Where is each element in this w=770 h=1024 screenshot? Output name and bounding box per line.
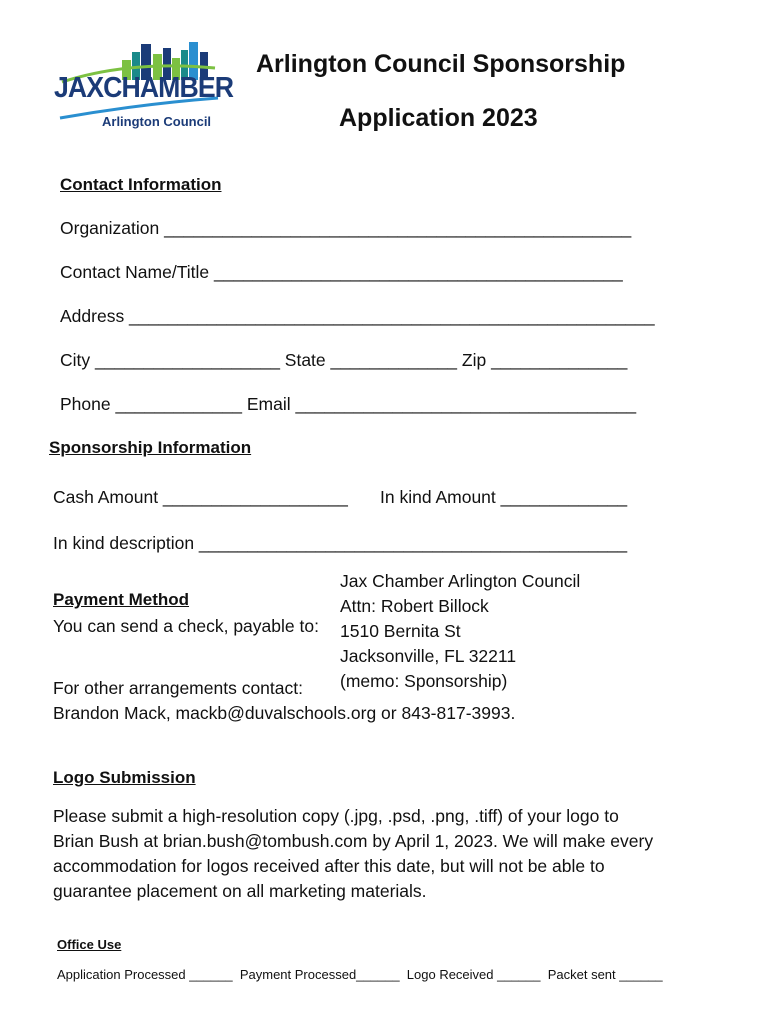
- payment-contact-line: Brandon Mack, mackb@duvalschools.org or 843-817-3993.: [53, 703, 516, 723]
- in-kind-amount-field[interactable]: In kind Amount _____________: [380, 487, 628, 507]
- page-title-line-1: Arlington Council Sponsorship: [256, 50, 626, 78]
- contact-heading: Contact Information: [60, 175, 222, 194]
- logo-brand-text: JAXCHAMBER: [54, 72, 234, 104]
- other-arrangements-text: For other arrangements contact:: [53, 678, 303, 698]
- logo-submission-line-2: Brian Bush at brian.bush@tombush.com by April 1, 2023. We will make every: [53, 831, 654, 851]
- logo-subtitle: Arlington Council: [102, 114, 212, 129]
- address-field[interactable]: Address ______________________________________________________: [60, 306, 655, 326]
- logo-submission-heading: Logo Submission: [53, 768, 196, 787]
- logo-submission-line-3: accommodation for logos received after this date, but will not be able to: [53, 856, 605, 876]
- contact-name-field[interactable]: Contact Name/Title __________________________________________: [60, 262, 623, 282]
- jax-chamber-logo: [50, 38, 234, 134]
- payment-check-text: You can send a check, payable to:: [53, 616, 319, 636]
- office-use-line: Application Processed ______ Payment Processed______ Logo Received ______ Packet sent ______: [57, 967, 663, 982]
- city-state-zip-field[interactable]: City ___________________ State _____________ Zip ______________: [60, 350, 628, 370]
- cash-amount-field[interactable]: Cash Amount ___________________: [53, 487, 348, 507]
- payee-address-line-2: Attn: Robert Billock: [340, 596, 489, 616]
- payment-heading: Payment Method: [53, 590, 190, 609]
- payee-address-line-5: (memo: Sponsorship): [340, 671, 508, 691]
- office-use-heading: Office Use: [57, 937, 122, 952]
- logo-submission-line-1: Please submit a high-resolution copy (.jpg, .psd, .png, .tiff) of your logo to: [53, 806, 619, 826]
- phone-email-field[interactable]: Phone _____________ Email ___________________________________: [60, 394, 637, 414]
- payee-address-line-3: 1510 Bernita St: [340, 621, 461, 641]
- organization-field[interactable]: Organization ________________________________________________: [60, 218, 632, 238]
- payee-address-line-4: Jacksonville, FL 32211: [340, 646, 517, 666]
- payee-address-line-1: Jax Chamber Arlington Council: [340, 571, 581, 591]
- sponsorship-heading: Sponsorship Information: [49, 438, 252, 457]
- logo-submission-line-4: guarantee placement on all marketing materials.: [53, 881, 427, 901]
- page-title-line-2: Application 2023: [339, 104, 538, 132]
- in-kind-description-field[interactable]: In kind description ____________________________________________: [53, 533, 628, 553]
